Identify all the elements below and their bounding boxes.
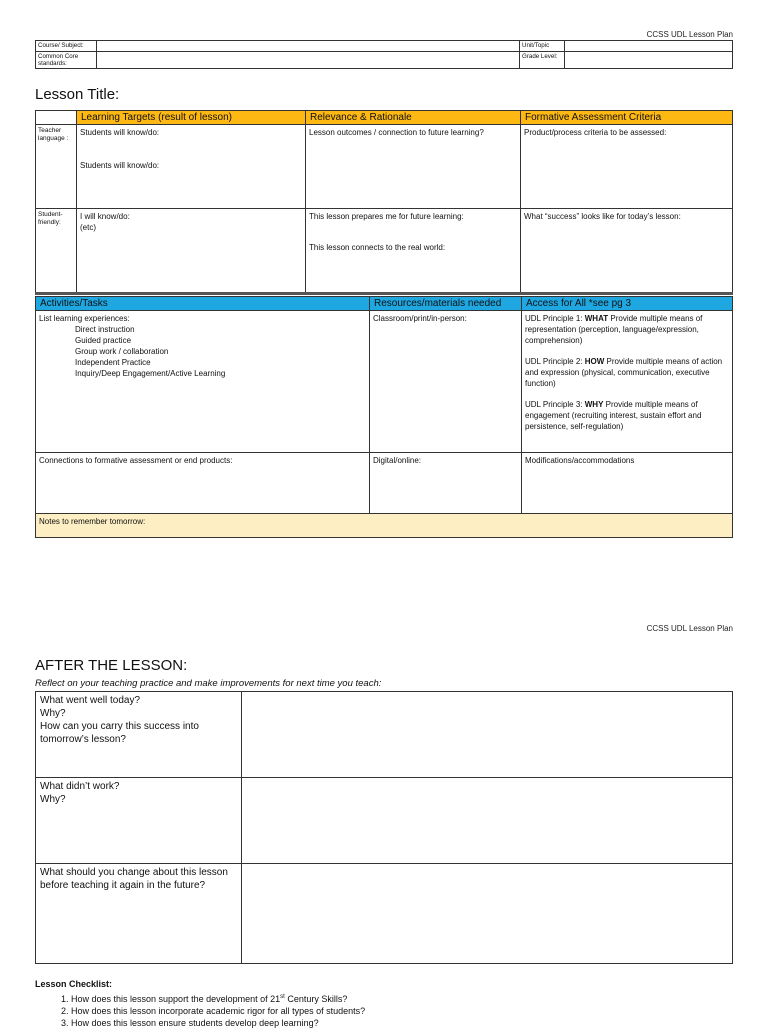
resources-header: Resources/materials needed [370,297,522,311]
section-divider [35,292,733,295]
checklist-item [71,991,733,1005]
q1-line: Why? [40,708,66,719]
learning-targets-header: Learning Targets (result of lesson) [77,111,306,125]
list-learning-label: List learning experiences: [39,314,130,324]
page-header: CCSS UDL Lesson Plan [646,30,733,39]
udl-principle-2 [525,356,729,389]
lesson-title: Lesson Title: [35,86,120,103]
real-world-prompt: This lesson connects to the real world: [309,243,446,252]
modifications-label: Modifications/accommodations [525,455,635,465]
page-2-header: CCSS UDL Lesson Plan [646,624,733,633]
checklist-title: Lesson Checklist: [35,979,113,989]
udl-2-prefix: UDL Principle 2: [525,357,585,367]
connections-label: Connections to formative assessment or end products: [39,455,233,465]
student-targets-cell[interactable] [77,209,306,293]
unit-input[interactable] [565,41,733,52]
reflection-table [35,691,733,964]
notes-cell[interactable] [36,513,733,537]
course-input[interactable] [97,41,520,52]
standards-label: Common Core standards: [38,53,79,67]
access-for-all-header: Access for All *see pg 3 [522,297,733,311]
activities-header: Activities/Tasks [36,297,370,311]
modifications-cell[interactable] [522,452,733,513]
after-lesson-title: AFTER THE LESSON: [35,657,188,674]
udl-principle-3 [525,399,729,432]
q3-line: What should you change about this lesson before teaching it again in the future? [40,867,228,891]
lesson-checklist [35,979,733,1029]
udl-3-prefix: UDL Principle 3: [525,400,585,410]
resources-print-cell[interactable] [370,311,522,453]
assessment-criteria-header: Formative Assessment Criteria [521,111,733,125]
udl-principle-1 [525,313,729,346]
udl-cell[interactable] [522,311,733,453]
student-friendly-label: Student-friendly: [36,209,77,293]
course-meta-table [35,40,733,69]
udl-1-bold: WHAT [584,314,609,324]
success-cell[interactable] [521,209,733,293]
product-criteria-cell[interactable] [521,125,733,209]
q1-text [36,692,241,748]
udl-3-text: Provide multiple means of engagement (recruiting interest, sustain effort and persistence, self-regulation) [525,400,702,432]
checklist-item: 3. How does this lesson ensure students develop deep learning? [71,1017,733,1029]
lesson-outcomes-cell[interactable] [306,125,521,209]
udl-3-bold: WHY [584,400,604,410]
product-criteria-prompt: Product/process criteria to be assessed: [524,128,667,137]
udl-1-text: Provide multiple means of representation (perception, language/expression, comprehension) [525,314,703,346]
course-label-cell [36,41,97,52]
i-will-know-do: I will know/do: [80,212,130,221]
relevance-student-cell[interactable] [306,209,521,293]
checklist-1-tail: Century Skills? [284,994,348,1004]
activities-cell[interactable] [36,311,370,453]
checklist-1-text: How does this lesson support the development of 21 [71,994,281,1004]
lesson-outcomes-prompt: Lesson outcomes / connection to future learning? [309,128,484,137]
q2-text [36,778,241,808]
teacher-targets-cell[interactable] [77,125,306,209]
list-item: Guided practice [75,336,132,346]
list-item: Group work / collaboration [75,347,169,357]
resources-print-label: Classroom/print/in-person: [373,314,467,324]
checklist-1-sup: st [280,994,285,1000]
q2-line: Why? [40,794,66,805]
unit-label: Unit/Topic [522,42,550,49]
teacher-language-label: Teacher language : [36,125,77,209]
q3-answer[interactable] [242,864,733,964]
checklist-list [35,991,733,1029]
course-label: Course/ Subject: [38,42,84,49]
list-item: Independent Practice [75,358,151,368]
success-prompt: What “success” looks like for today’s lesson: [524,212,681,221]
q2-line: What didn’t work? [40,781,120,792]
checklist-item: 2. How does this lesson incorporate academic rigor for all types of students? [71,1005,733,1017]
q1-cell [36,692,242,778]
relevance-header: Relevance & Rationale [306,111,521,125]
notes-label: Notes to remember tomorrow: [39,516,146,526]
q3-cell [36,864,242,964]
q2-answer[interactable] [242,778,733,864]
learning-targets-table [35,110,733,293]
reflect-subtitle: Reflect on your teaching practice and make improvements for next time you teach: [35,678,382,689]
prepares-future-prompt: This lesson prepares me for future learning: [309,212,464,221]
grade-label: Grade Level: [522,53,558,60]
udl-2-text: Provide multiple means of action and expression (physical, communication, executive function) [525,357,723,389]
q2-cell [36,778,242,864]
digital-cell[interactable] [370,452,522,513]
etc-text: (etc) [80,223,96,232]
students-know-do-1: Students will know/do: [80,128,160,137]
q1-line: How can you carry this success into tomorrow’s lesson? [40,721,199,745]
standards-label-cell [36,52,97,69]
unit-label-cell [520,41,565,52]
udl-1-prefix: UDL Principle 1: [525,314,585,324]
list-item: Inquiry/Deep Engagement/Active Learning [75,369,226,379]
q1-line: What went well today? [40,695,141,706]
activities-table [35,296,733,538]
list-item: Direct instruction [75,325,135,335]
blank-header-cell [36,111,77,125]
grade-label-cell [520,52,565,69]
q1-answer[interactable] [242,692,733,778]
students-know-do-2: Students will know/do: [80,161,160,170]
digital-label: Digital/online: [373,455,422,465]
udl-2-bold: HOW [584,357,605,367]
standards-input[interactable] [97,52,520,69]
grade-input[interactable] [565,52,733,69]
connections-cell[interactable] [36,452,370,513]
